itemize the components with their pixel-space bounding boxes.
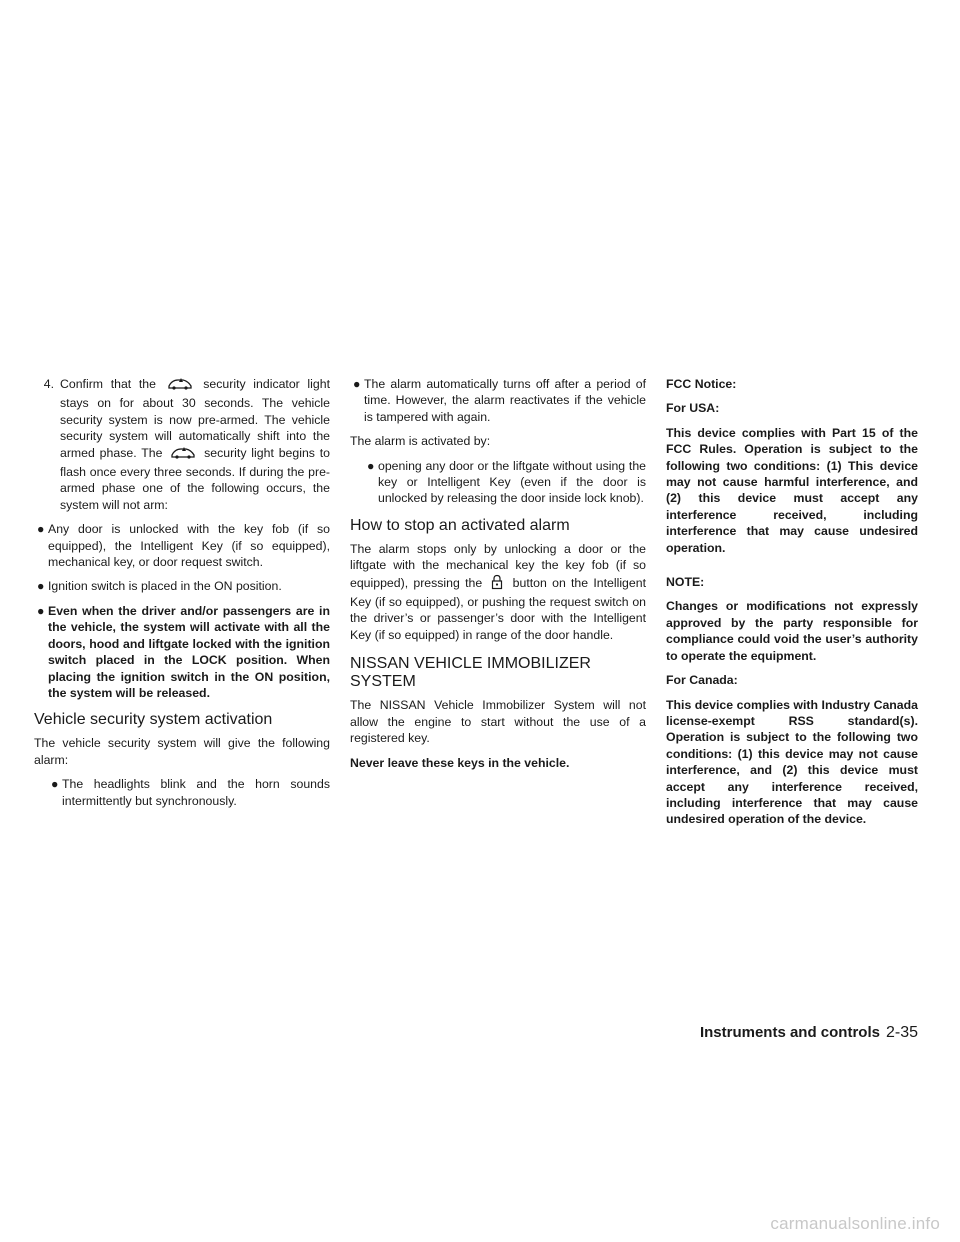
security-indicator-icon xyxy=(167,377,193,395)
list-item: ● The alarm automatically turns off after a period of time. However, the alarm reactivates if the vehicle is tampered with again. xyxy=(350,376,646,425)
for-canada-heading: For Canada: xyxy=(666,673,738,688)
usa-text: This device complies with Part 15 of the FCC Rules. Operation is subject to the following two conditions: (1) This device may not cause harmful interference, and (2) this device must accept any interference received, including interference that may cause undesired operation. xyxy=(666,425,918,555)
list-item: ● Any door is unlocked with the key fob (if so equipped), the Intelligent Key (if so equipped), mechanical key, or door request switch. xyxy=(34,521,330,570)
list-item: ● Even when the driver and/or passengers are in the vehicle, the system will activate with all the doors, hood and liftgate locked with the ignition switch placed in the LOCK position. When placing the ignition switch in the ON position, the system will be released. xyxy=(34,603,330,701)
immobilizer-text: The NISSAN Vehicle Immobilizer System will not allow the engine to start without the use of a registered key. xyxy=(350,698,646,746)
for-usa-heading: For USA: xyxy=(666,401,720,416)
step-number: 4. xyxy=(43,377,54,391)
step-4 xyxy=(34,376,330,513)
step-text: Confirm that the security indicator light stays on for about 30 seconds. The vehicle security system is now pre-armed. The vehicle security system will automatically shift into the armed phase. The security light begins to flash once every three seconds. If during the pre-armed phase one of the following occurs, the system will not arm: xyxy=(60,377,331,512)
list-item: ● Ignition switch is placed in the ON position. xyxy=(34,578,330,594)
fcc-notice-heading: FCC Notice: xyxy=(666,377,737,391)
bullet-mark: ● xyxy=(367,458,375,473)
bullet-mark: ● xyxy=(37,522,45,537)
activation-intro: The vehicle security system will give the following alarm: xyxy=(34,736,330,767)
activated-by: The alarm is activated by: xyxy=(350,434,491,449)
lock-button-icon xyxy=(490,574,504,594)
page-footer xyxy=(700,1024,918,1042)
note-heading: NOTE: xyxy=(666,575,705,590)
list-item: ● opening any door or the liftgate without using the key or Intelligent Key (even if the door is unlocked by releasing the door inside lock knob). xyxy=(350,458,646,507)
stop-alarm-text: The alarm stops only by unlocking a door or the liftgate with the mechanical key the key fob (if so equipped), pressing the button on the Intelligent Key (if so equipped), or pushing the request switch on the driver’s or passenger’s door with the Intelligent Key (if so equipped) in range of the door handle. xyxy=(350,541,646,642)
column-2 xyxy=(350,376,646,779)
column-1 xyxy=(34,376,330,817)
bullet-mark: ● xyxy=(51,777,59,792)
watermark: carmanualsonline.info xyxy=(770,1214,940,1233)
heading-activation: Vehicle security system activation xyxy=(34,711,273,729)
column-3 xyxy=(666,376,918,836)
list-item: ● The headlights blink and the horn sounds intermittently but synchronously. xyxy=(34,776,330,809)
bullet-mark: ● xyxy=(37,603,45,618)
canada-text: This device complies with Industry Canada license-exempt RSS standard(s). Operation is subject to the following two conditions: (1) this device may not cause interference, and (2) this device must accept any interference received, including interference that may cause undesired operation of the device. xyxy=(666,697,918,827)
section-title: Instruments and controls xyxy=(699,1024,880,1041)
note-text: Changes or modifications not expressly approved by the party responsible for compliance could void the user’s authority to operate the equipment. xyxy=(666,599,918,663)
bullet-mark: ● xyxy=(37,579,45,594)
heading-stop-alarm: How to stop an activated alarm xyxy=(350,516,570,534)
bullet-mark: ● xyxy=(353,377,361,391)
page-number: 2-35 xyxy=(885,1024,918,1041)
never-leave-keys: Never leave these keys in the vehicle. xyxy=(350,755,570,770)
security-indicator-icon xyxy=(170,446,196,464)
heading-immobilizer: NISSAN VEHICLE IMMOBILIZER SYSTEM xyxy=(350,655,591,691)
